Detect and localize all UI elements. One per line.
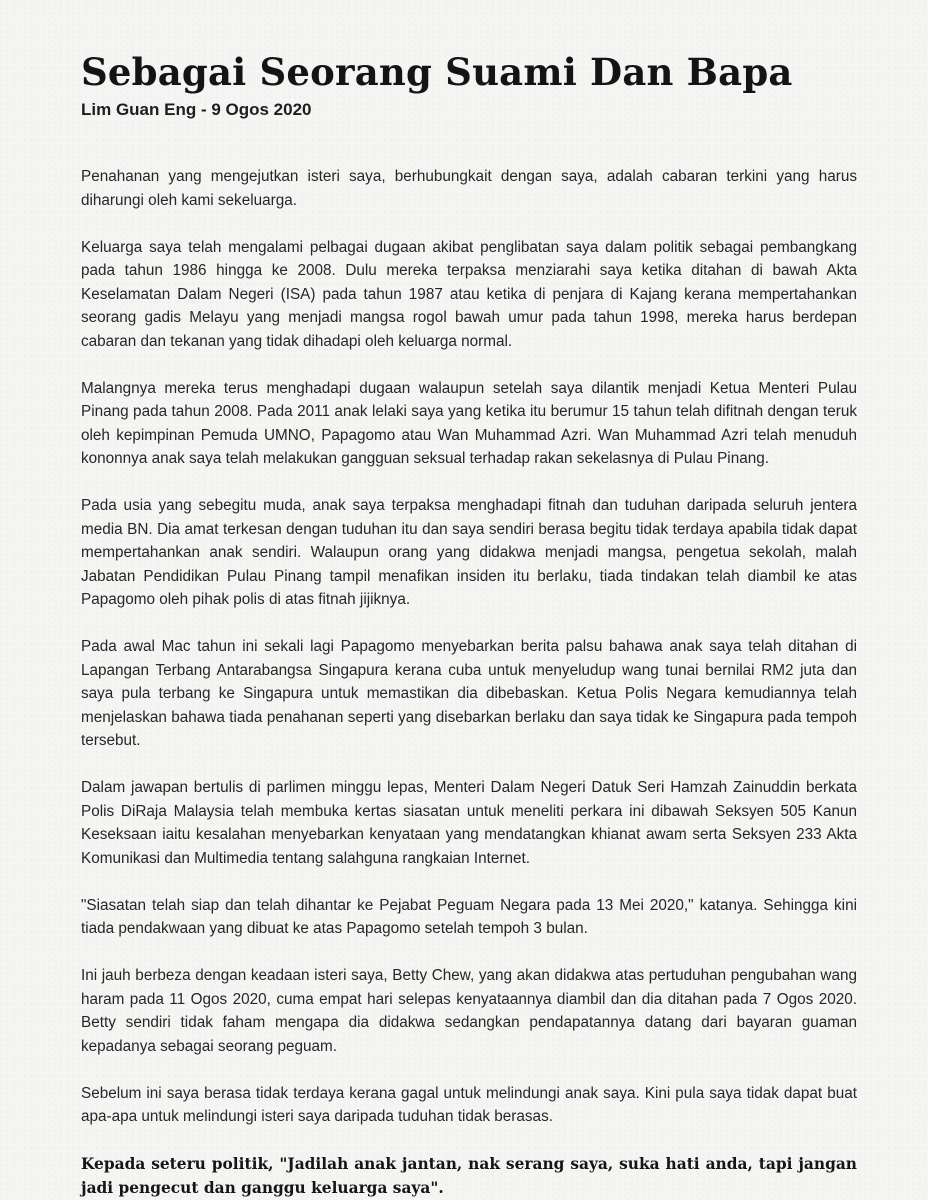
- paragraph-8: Ini jauh berbeza dengan keadaan isteri saya, Betty Chew, yang akan didakwa atas pertuduhan pengubahan wang haram pada 11 Ogos 2020, cuma empat hari selepas kenyataannya diambil dan dia ditahan pada 7 Ogos 2020. Betty sendiri tidak faham mengapa dia didakwa sedangkan pendapatannya datang dari bayaran guaman kepadanya sebagai seorang peguam.: [81, 967, 857, 1055]
- paragraph-2: Keluarga saya telah mengalami pelbagai dugaan akibat penglibatan saya dalam politik sebagai pembangkang pada tahun 1986 hingga ke 2008. Dulu mereka terpaksa menziarahi saya ketika ditahan di bawah Akta Keselamatan Dalam Negeri (ISA) pada tahun 1987 atau ketika di penjara di Kajang kerana mempertahankan seorang gadis Melayu yang menjadi mangsa rogol bawah umur pada tahun 1998, mereka harus berdepan cabaran dan tekanan yang tidak dihadapi oleh keluarga normal.: [81, 238, 857, 350]
- article: [81, 48, 857, 1200]
- paragraph-6: Dalam jawapan bertulis di parlimen minggu lepas, Menteri Dalam Negeri Datuk Seri Hamzah Zainuddin berkata Polis DiRaja Malaysia telah membuka kertas siasatan untuk meneliti perkara ini dibawah Seksyen 505 Kanun Keseksaan iaitu kesalahan menyebarkan kenyataan yang mendatangkan khianat awam serta Seksyen 233 Akta Komunikasi dan Multimedia tentang salahguna rangkaian Internet.: [81, 779, 857, 867]
- paragraph-4: Pada usia yang sebegitu muda, anak saya terpaksa menghadapi fitnah dan tuduhan daripada seluruh jentera media BN. Dia amat terkesan dengan tuduhan itu dan saya sendiri berasa begitu tidak terdaya apabila tidak dapat mempertahankan anak sendiri. Walaupun orang yang didakwa menjadi mangsa, pengetua sekolah, malah Jabatan Pendidikan Pulau Pinang tampil menafikan insiden itu berlaku, tiada tindakan telah diambil ke atas Papagomo oleh pihak polis di atas fitnah jijiknya.: [81, 497, 857, 608]
- article-body: [81, 165, 857, 1200]
- paragraph-3: Malangnya mereka terus menghadapi dugaan walaupun setelah saya dilantik menjadi Ketua Menteri Pulau Pinang pada tahun 2008. Pada 2011 anak lelaki saya yang ketika itu berumur 15 tahun telah difitnah dengan teruk oleh kepimpinan Pemuda UMNO, Papagomo atau Wan Muhammad Azri. Wan Muhammad Azri telah menuduh kononnya anak saya telah melakukan gangguan seksual terhadap rakan sekelasnya di Pulau Pinang.: [81, 379, 857, 467]
- paragraph-1: Penahanan yang mengejutkan isteri saya, berhubungkait dengan saya, adalah cabaran terkini yang harus diharungi oleh kami sekeluarga.: [81, 168, 857, 209]
- article-byline: Lim Guan Eng - 9 Ogos 2020: [81, 100, 312, 119]
- paragraph-5: Pada awal Mac tahun ini sekali lagi Papagomo menyebarkan berita palsu bahawa anak saya telah ditahan di Lapangan Terbang Antarabangsa Singapura kerana cuba untuk menyeludup wang tunai bernilai RM2 juta dan saya pula terbang ke Singapura untuk memastikan dia dibebaskan. Ketua Polis Negara kemudiannya telah menjelaskan bahawa tiada penahanan seperti yang disebarkan berlaku dan saya tidak ke Singapura pada tempoh tersebut.: [81, 638, 857, 749]
- closing-statement: Kepada seteru politik, "Jadilah anak jantan, nak serang saya, suka hati anda, tapi jangan jadi pengecut dan ganggu keluarga saya".: [81, 1155, 857, 1197]
- paragraph-9: Sebelum ini saya berasa tidak terdaya kerana gagal untuk melindungi anak saya. Kini pula saya tidak dapat buat apa-apa untuk melindungi isteri saya daripada tuduhan tidak berasas.: [81, 1084, 857, 1125]
- paragraph-7: "Siasatan telah siap dan telah dihantar ke Pejabat Peguam Negara pada 13 Mei 2020," katanya. Sehingga kini tiada pendakwaan yang dibuat ke atas Papagomo setelah tempoh 3 bulan.: [81, 896, 857, 937]
- article-title: Sebagai Seorang Suami Dan Bapa: [81, 50, 793, 94]
